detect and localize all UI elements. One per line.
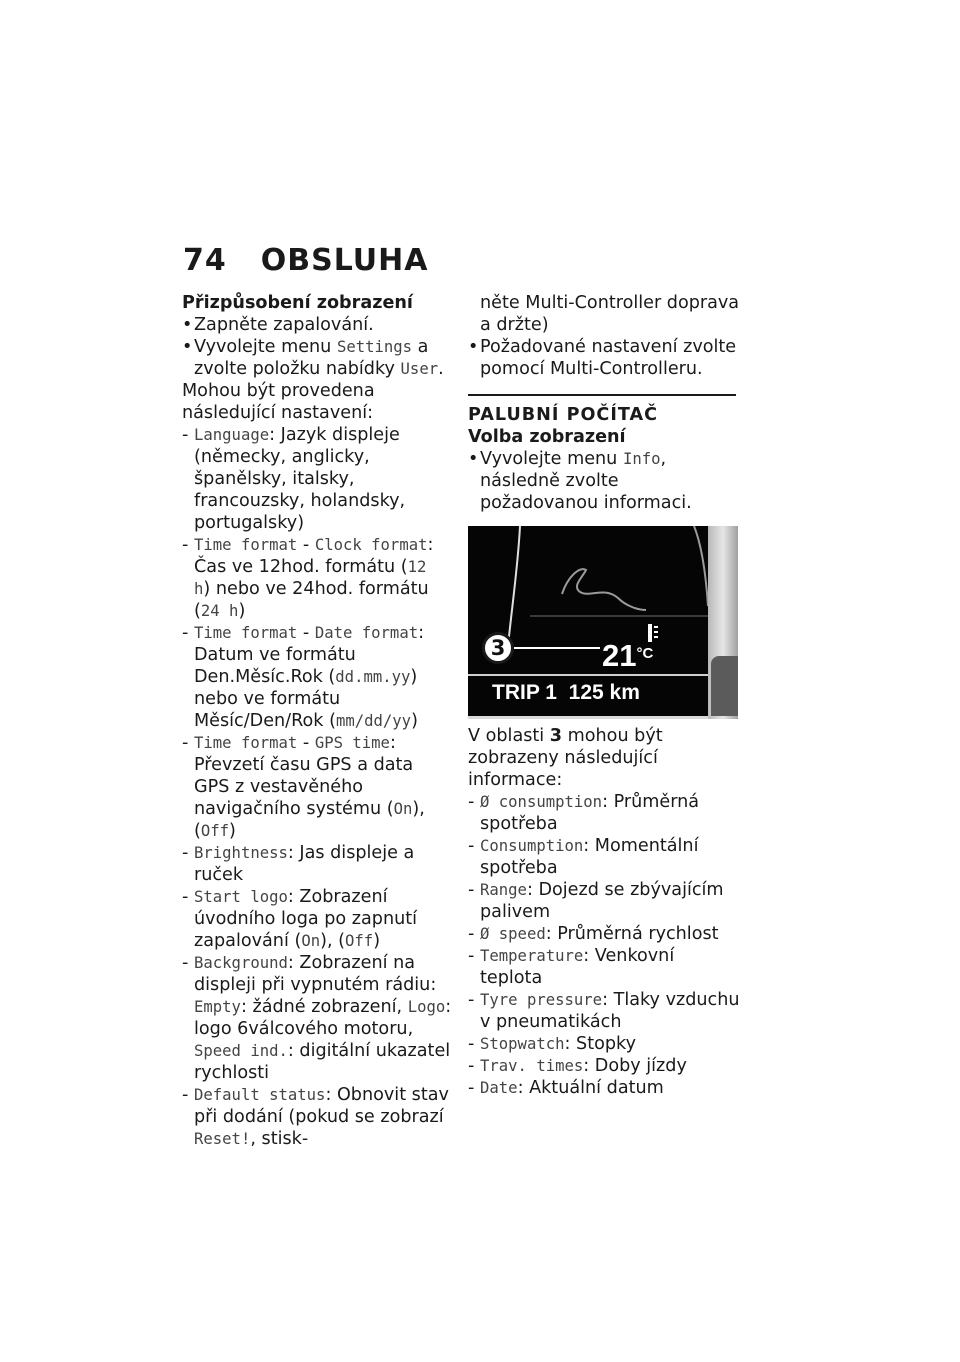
text: , stisk- (250, 1129, 309, 1149)
temperature-unit: °C (636, 645, 654, 662)
trip-separator (468, 674, 708, 676)
setting-default-status (182, 1084, 452, 1150)
text: ) (229, 821, 236, 841)
text: : digitální ukazatel rychlosti (194, 1041, 451, 1083)
text: ) nebo ve 24hod. formátu ( (194, 579, 429, 621)
info-item (468, 835, 740, 879)
section-heading-display-customization: Přizpůsobení zobrazení (182, 293, 413, 313)
text: Vyvolejte menu (194, 337, 337, 357)
text: ), ( (194, 799, 425, 841)
code-clock-format: Clock format (314, 536, 428, 554)
code-background: Background (194, 954, 288, 972)
info-item (468, 879, 740, 923)
info-code: Tyre pressure (480, 991, 603, 1009)
info-text: : Stopky (564, 1034, 636, 1054)
code-brightness: Brightness (194, 844, 288, 862)
info-code: Ø speed (480, 925, 546, 943)
info-code: Consumption (480, 837, 584, 855)
info-item (468, 1077, 740, 1099)
code-empty: Empty (194, 998, 241, 1016)
text: a zvolte položku nabídky (194, 337, 429, 379)
code-mmddyy: mm/dd/yy (335, 712, 412, 730)
info-item (468, 923, 740, 945)
info-code: Stopwatch (480, 1035, 565, 1053)
text: ), ( (320, 931, 346, 951)
text: : Zobrazení na displeji při vypnutém rádiu: (194, 953, 437, 995)
text: - (297, 733, 315, 753)
page-header (183, 243, 428, 278)
text: : Jas displeje a ruček (194, 843, 415, 885)
info-code: Date (480, 1079, 518, 1097)
code-gps-time: GPS time (314, 734, 390, 752)
setting-gps-time (182, 732, 452, 842)
motorcycle-icon (562, 569, 646, 610)
code-logo: Logo (407, 998, 446, 1016)
info-text: : Momentální spotřeba (480, 836, 699, 878)
bullet-info-menu (468, 448, 740, 514)
code-date-format: Date format (314, 624, 419, 642)
temperature-value: 21 (602, 638, 637, 673)
code-time-format: Time format (194, 734, 298, 752)
text: - (297, 535, 315, 555)
text: Vyvolejte menu (480, 449, 623, 469)
menu-code-user: User (400, 360, 439, 378)
section-divider (468, 394, 736, 396)
text: : Zobrazení úvodního loga po zapnutí zapalování ( (194, 887, 418, 951)
bullet-choose-setting: • Požadované nastavení zvolte pomocí Multi-Controlleru. (468, 336, 740, 380)
code-24h: 24 h (200, 602, 239, 620)
code-ddmmyy: dd.mm.yy (335, 668, 411, 686)
area-intro-text (468, 725, 740, 791)
trip-value: 125 km (568, 681, 640, 704)
text: ) (411, 711, 418, 731)
info-item (468, 1055, 740, 1077)
setting-background (182, 952, 452, 1084)
page-number: 74 (183, 243, 227, 278)
setting-date-format (182, 622, 452, 732)
left-column (182, 292, 452, 1150)
code-reset: Reset! (194, 1130, 251, 1148)
setting-start-logo (182, 886, 452, 952)
setting-clock-format (182, 534, 452, 622)
text: : Obnovit stav při dodání (pokud se zobrazí (194, 1085, 449, 1127)
text: ) (238, 601, 246, 621)
right-column (468, 292, 740, 1099)
setting-language (182, 424, 452, 534)
trip-readout (492, 678, 692, 708)
code-speed-ind: Speed ind. (194, 1042, 288, 1060)
code-start-logo: Start logo (194, 888, 288, 906)
section-heading-display-selection: Volba zobrazení (468, 427, 626, 447)
code-off: Off (345, 932, 374, 950)
info-code: Temperature (480, 947, 584, 965)
info-items-list (468, 791, 740, 1099)
info-text: : Průměrná spotřeba (480, 792, 700, 834)
intro-text: Mohou být provedena následující nastavení: (182, 381, 375, 423)
trip-label: TRIP 1 (492, 681, 557, 704)
text: ) nebo ve formátu Měsíc/Den/Rok ( (194, 667, 418, 731)
info-code: Range (480, 881, 527, 899)
info-text: : Dojezd se zbývajícím palivem (480, 880, 724, 922)
text: : Převzetí času GPS a data GPS z vestavěného navigačního systému ( (194, 733, 414, 819)
code-12h: 12 h (194, 558, 427, 598)
callout-leader-line (514, 647, 600, 649)
bullet-ignition: • Zapněte zapalování. (182, 314, 452, 336)
code-on: On (393, 800, 413, 818)
text: : žádné zobrazení, (240, 997, 408, 1017)
area-number: 3 (549, 726, 563, 746)
callout-marker: 3 (482, 632, 514, 664)
code-on: On (301, 932, 321, 950)
text: ) (373, 931, 381, 951)
dial-arc (694, 526, 708, 606)
info-text: : Tlaky vzduchu v pneumatikách (480, 990, 740, 1032)
info-code: Trav. times (480, 1057, 584, 1075)
info-item (468, 791, 740, 835)
info-item (468, 989, 740, 1033)
info-text: : Aktuální datum (517, 1078, 664, 1098)
code-language: Language (194, 426, 270, 444)
menu-code-info: Info (622, 450, 661, 468)
info-text: : Průměrná rychlost (545, 924, 719, 944)
text: : Datum ve formátu Den.Měsíc.Rok ( (194, 623, 425, 687)
speedo-arc (508, 526, 520, 646)
text: , následně zvolte požadovanou informaci. (480, 449, 692, 513)
code-time-format: Time format (194, 536, 298, 554)
code-default-status: Default status (194, 1086, 326, 1104)
info-text: : Venkovní teplota (480, 946, 675, 988)
setting-brightness (182, 842, 452, 886)
menu-code-settings: Settings (336, 338, 413, 356)
section-title-onboard-computer: PALUBNÍ POČÍTAČ (468, 405, 659, 425)
code-off: Off (200, 822, 230, 840)
info-code: Ø consumption (480, 793, 603, 811)
info-item (468, 945, 740, 989)
text: V oblasti (468, 726, 550, 746)
temperature-readout (602, 638, 653, 672)
text: : Jazyk displeje (německy, anglicky, španělsky, italsky, francouzsky, holandsky, portugalsky) (194, 425, 406, 533)
code-time-format: Time format (194, 624, 298, 642)
text: . (438, 359, 444, 379)
text: mohou být zobrazeny následující informace: (468, 726, 663, 790)
display-knob (711, 656, 738, 716)
info-item (468, 1033, 740, 1055)
page-title: OBSLUHA (260, 243, 429, 278)
display-figure (468, 526, 738, 719)
text: : Čas ve 12hod. formátu ( (194, 535, 434, 577)
bullet-settings-menu (182, 336, 452, 380)
text: - (297, 623, 315, 643)
info-text: : Doby jízdy (583, 1056, 687, 1076)
text: : logo 6válcového motoru, (194, 997, 452, 1039)
continuation-text: něte Multi-Controller doprava a držte) (480, 293, 740, 335)
